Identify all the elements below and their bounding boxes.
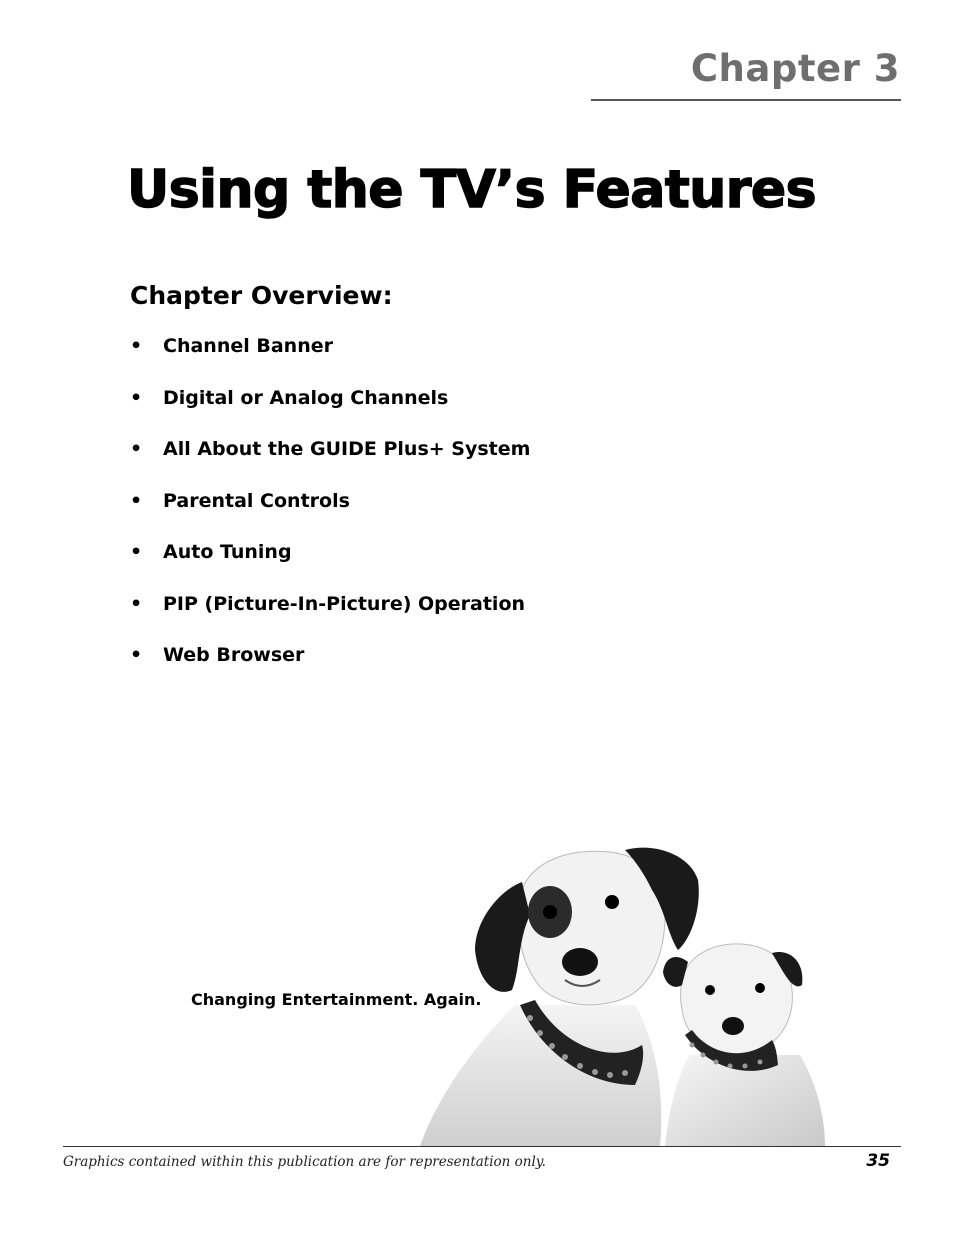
chapter-divider (591, 99, 901, 101)
footer-note: Graphics contained within this publication are for representation only. (63, 1154, 546, 1170)
bullet: • (130, 644, 143, 666)
list-item (130, 438, 530, 490)
bullet: • (130, 386, 143, 409)
list-item (130, 387, 530, 439)
dogs-photo (420, 840, 830, 1146)
footer-divider (63, 1146, 901, 1147)
bullet: • (130, 438, 143, 460)
page-title: Using the TV’s Features (127, 160, 817, 220)
bullet: • (130, 335, 143, 357)
list-item-label: Channel Banner (163, 335, 333, 357)
list-item-label: Parental Controls (163, 489, 350, 512)
list-item (130, 335, 530, 387)
list-item (130, 644, 530, 696)
bullet: • (130, 489, 143, 512)
list-item (130, 541, 530, 593)
overview-heading: Chapter Overview: (130, 281, 393, 310)
list-item-label: All About the GUIDE Plus+ System (163, 438, 531, 460)
bullet: • (130, 541, 143, 563)
list-item-label: Digital or Analog Channels (163, 386, 449, 409)
list-item-label: PIP (Picture-In-Picture) Operation (163, 592, 526, 615)
list-item-label: Web Browser (163, 644, 305, 666)
list-item (130, 490, 530, 542)
list-item-label: Auto Tuning (163, 541, 292, 563)
tagline: Changing Entertainment. Again. (191, 990, 482, 1009)
list-item (130, 593, 530, 645)
bullet: • (130, 592, 143, 615)
overview-list (130, 335, 530, 696)
page-number: 35 (866, 1151, 890, 1171)
big-dog-left-ear (475, 882, 530, 992)
chapter-label: Chapter 3 (690, 47, 900, 90)
